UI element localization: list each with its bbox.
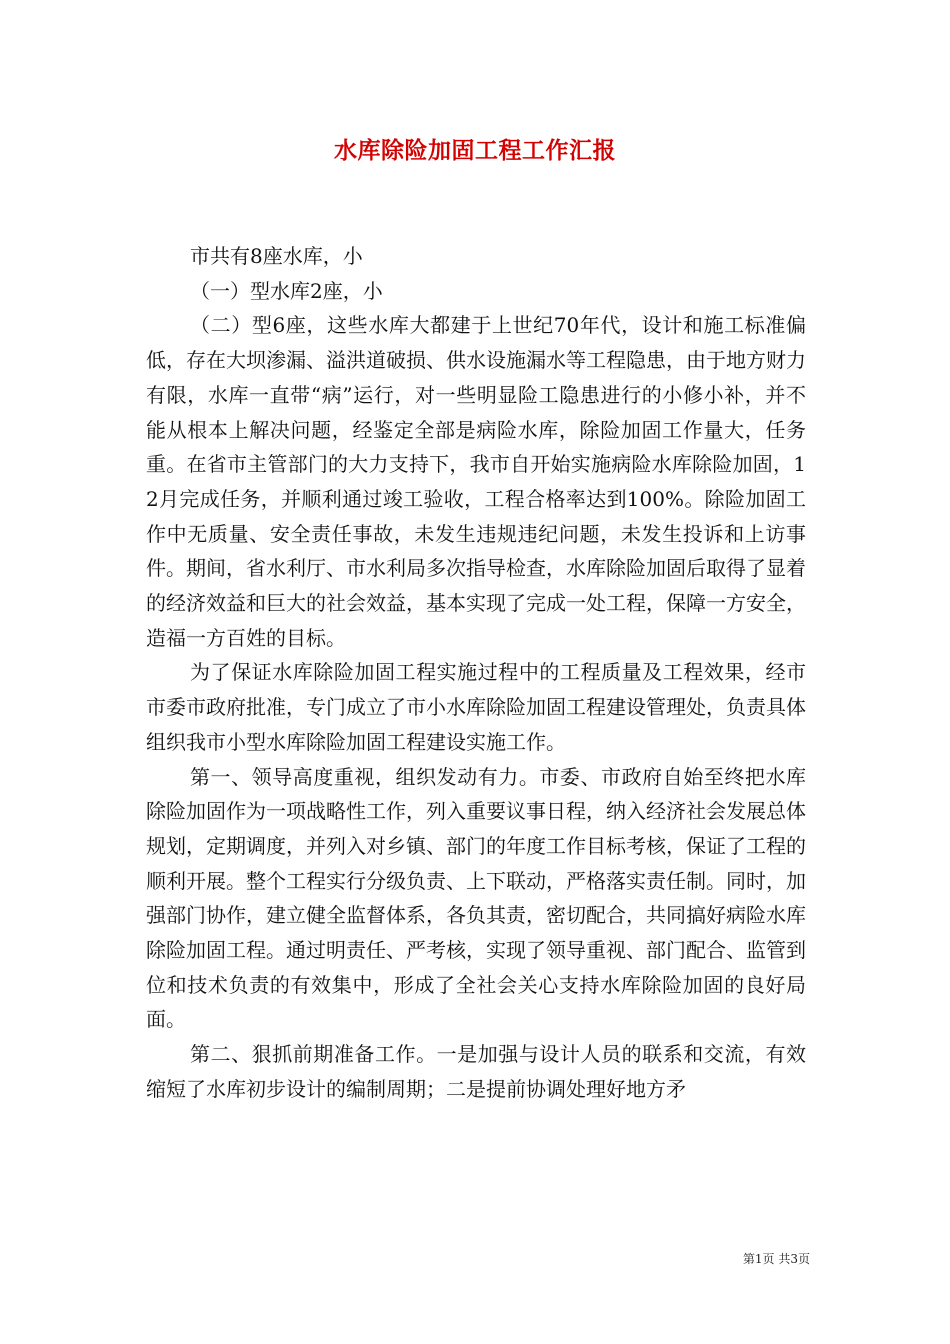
page-number-footer: 第1页 共3页: [742, 1252, 810, 1266]
paragraph: （二）型6座，这些水库大都建于上世纪70年代，设计和施工标准偏低，存在大坝渗漏、溢洪道破损、供水设施漏水等工程隐患，由于地方财力有限，水库一直带“病”运行，对一些明显险工隐患进行的小修小补，并不能从根本上解决问题，经鉴定全部是病险水库，除险加固工作量大，任务重。在省市主管部门的大力支持下，我市自开始实施病险水库除险加固，12月完成任务，并顺利通过竣工验收，工程合格率达到100%。除险加固工作中无质量、安全责任事故，未发生违规违纪问题，未发生投诉和上访事件。期间，省水利厅、市水利局多次指导检查，水库除险加固后取得了显着的经济效益和巨大的社会效益，基本实现了完成一处工程，保障一方安全，造福一方百姓的目标。: [146, 313, 806, 650]
document-title: 水库除险加固工程工作汇报: [334, 137, 616, 164]
paragraph: （一）型水库2座，小: [190, 278, 383, 303]
paragraph: 市共有8座水库，小: [190, 244, 363, 268]
paragraph: 第一、领导高度重视，组织发动有力。市委、市政府自始至终把水库除险加固作为一项战略性工作，列入重要议事日程，纳入经济社会发展总体规划，定期调度，并列入对乡镇、部门的年度工作目标考核，保证了工程的顺利开展。整个工程实行分级负责、上下联动，严格落实责任制。同时，加强部门协作，建立健全监督体系，各负其责，密切配合，共同搞好病险水库除险加固工程。通过明责任、严考核，实现了领导重视、部门配合、监管到位和技术负责的有效集中，形成了全社会关心支持水库除险加固的良好局面。: [146, 764, 806, 1032]
document-body: [146, 239, 806, 1107]
paragraph: 为了保证水库除险加固工程实施过程中的工程质量及工程效果，经市市委市政府批准，专门成立了市小水库除险加固工程建设管理处，负责具体组织我市小型水库除险加固工程建设实施工作。: [146, 660, 806, 754]
paragraph: 第二、狠抓前期准备工作。一是加强与设计人员的联系和交流，有效缩短了水库初步设计的编制周期；二是提前协调处理好地方矛: [146, 1042, 806, 1101]
